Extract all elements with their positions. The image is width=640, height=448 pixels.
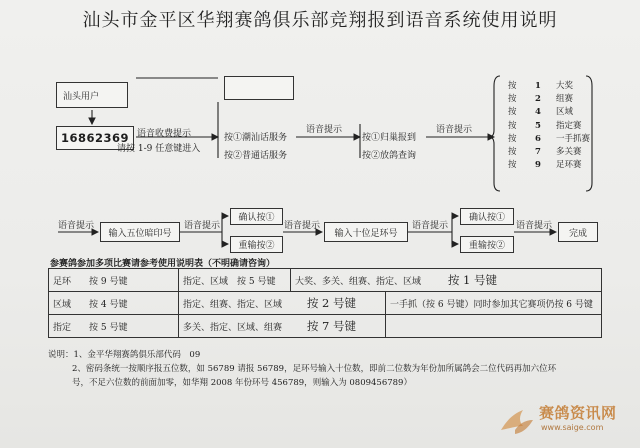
table-cell: [179, 315, 386, 338]
confirm-box-1: [230, 208, 283, 225]
reenter-label-1: 重输按②: [238, 241, 275, 251]
table-cell: 足环 按 9 号键: [49, 269, 179, 292]
service-chaoshan: 按①潮汕话服务: [224, 133, 288, 143]
table-cell: [179, 292, 386, 315]
table-cell: 指定、区域 按 5 号键: [179, 269, 291, 292]
step-input-ring: 输入十位足环号: [334, 228, 398, 239]
reenter-box-2: [460, 236, 514, 253]
step-input-code-box: [100, 222, 180, 242]
option-homing-report: 按①归巢报到: [362, 133, 417, 143]
mid-prompt-2: 语音提示: [184, 221, 221, 231]
reenter-box-1: [230, 236, 283, 253]
table-row: [49, 292, 602, 315]
voice-prompt-3: 语音提示: [436, 125, 473, 135]
page-title: 汕头市金平区华翔赛鸽俱乐部竞翔报到语音系统使用说明: [82, 10, 558, 31]
option-release-query: 按②放鸽查询: [362, 151, 417, 161]
table-row: [49, 269, 602, 292]
table-cell: 指定 按 5 号键: [49, 315, 179, 338]
done-label: 完成: [568, 228, 587, 239]
voice-prompt-2: 语音提示: [306, 125, 343, 135]
table-cell-text: 大奖、多关、组赛、指定、区域: [295, 277, 422, 287]
site-watermark: [497, 398, 622, 442]
watermark-name: 赛鸽资讯网: [539, 404, 617, 422]
table-cell: 区域 按 4 号键: [49, 292, 179, 315]
table-row: [49, 315, 602, 338]
user-box: [56, 82, 128, 108]
table-cell: [386, 315, 602, 338]
table-cell-key: 按 2 号键: [306, 296, 357, 310]
top-blank-box: [224, 76, 294, 100]
notes-block: [48, 348, 556, 390]
menu-item: 按 2 组赛: [508, 94, 574, 105]
service-mandarin: 按②普通话服务: [224, 151, 288, 161]
phone-number: 16862369: [60, 131, 129, 145]
usage-table: [48, 268, 602, 338]
table-cell: 一手抓（按 6 号键）同时参加其它赛项仍按 6 号键: [386, 292, 602, 315]
table-cell-text: 指定、组赛、指定、区域: [183, 300, 283, 310]
race-menu-list: [508, 80, 590, 172]
mid-prompt-1: 语音提示: [58, 221, 95, 231]
note-2b: 号，不足六位数的前面加零，如华翔 2008 年份环号 456789，则输入为 0809456789）: [72, 378, 412, 388]
mid-prompt-4: 语音提示: [412, 221, 449, 231]
note-2a: 2、密码条统一按顺序报五位数，如 56789 请报 56789，足环号输入十位数，即前二位数为年份加所属鸽会二位代码再加六位环: [72, 364, 557, 374]
fee-prompt: 语音收费提示: [137, 129, 192, 139]
step-input-ring-box: [324, 222, 408, 242]
menu-item: 按 4 区域: [508, 107, 574, 118]
table-cell-text: 多关、指定、区域、组赛: [183, 323, 283, 333]
table-cell: [291, 269, 602, 292]
menu-item: 按 7 多关赛: [508, 147, 582, 158]
menu-item: 按 9 足环赛: [508, 160, 582, 171]
menu-item: 按 5 指定赛: [508, 120, 582, 131]
menu-item: 按 6 一手抓赛: [508, 133, 591, 144]
note-1: 说明：1、金平华翔赛鸽俱乐部代码 09: [48, 350, 201, 360]
confirm-label-1: 确认按①: [238, 213, 275, 223]
step-input-code: 输入五位暗印号: [108, 228, 172, 239]
table-cell-key: 按 7 号键: [306, 319, 357, 333]
table-caption: 参赛鸽参加多项比赛请参考使用说明表（不明确请咨询）: [50, 259, 276, 269]
press-any-key: 请按 1-9 任意键进入: [117, 144, 201, 154]
reenter-label-2: 重输按②: [468, 241, 505, 251]
mid-prompt-3: 语音提示: [284, 221, 321, 231]
menu-item: 按 1 大奖: [508, 81, 574, 91]
user-label: 汕头用户: [63, 91, 100, 102]
done-box: [558, 222, 598, 242]
confirm-label-2: 确认按①: [468, 213, 505, 223]
mid-prompt-5: 语音提示: [516, 221, 553, 231]
pigeon-logo-icon: [497, 400, 537, 440]
watermark-url: www.saige.com: [541, 423, 604, 432]
confirm-box-2: [460, 208, 514, 225]
table-cell-key: 按 1 号键: [447, 273, 498, 287]
menu-left-brace: [489, 76, 500, 191]
